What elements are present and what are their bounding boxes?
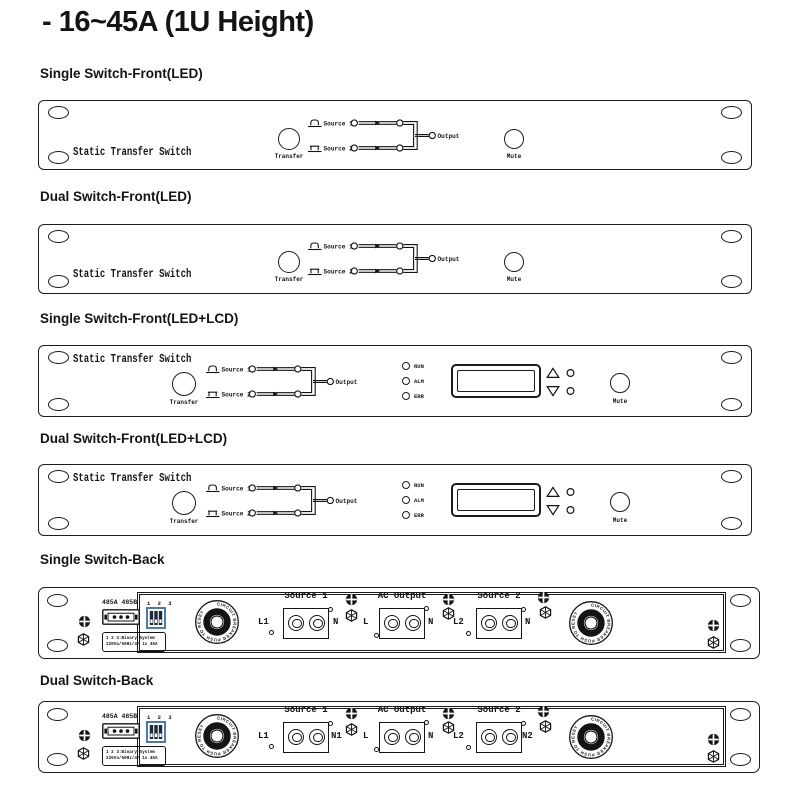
transfer-button-label: Transfer [274,276,304,283]
mounting-hole [48,517,69,530]
alm-led-label: ALM [414,497,424,504]
rs485-connector [102,723,140,739]
mounting-hole [721,230,742,243]
terminal [288,729,304,745]
mute-button[interactable] [504,252,524,272]
source1-block-label: Source 1 [284,591,328,601]
phillips-screw-icon [537,705,550,718]
hex-screw-icon [345,723,358,736]
circuit-breaker[interactable] [194,599,240,645]
l1-label: L1 [258,731,269,741]
source1-n-label: N [333,617,339,627]
terminal [502,615,518,631]
run-led [402,481,410,489]
circuit-breaker[interactable] [194,713,240,759]
device-name: Static Transfer Switch [73,146,192,159]
phillips-screw-icon [707,619,720,632]
mounting-hole [730,708,751,721]
terminal [288,615,304,631]
power-flow-mimic [306,115,466,161]
alm-led-label: ALM [414,378,424,385]
lcd-display [451,483,541,517]
phillips-screw-icon [442,593,455,606]
source2-terminal-block [476,722,522,753]
hex-screw-icon [707,636,720,649]
mounting-hole [48,151,69,164]
mute-button-label: Mute [612,398,628,405]
small-hole [466,745,471,750]
source2-block-label: Source 2 [477,705,521,715]
hex-screw-icon [539,606,552,619]
source1-terminal-block [283,722,329,753]
transfer-button[interactable] [172,491,196,515]
mounting-hole [721,517,742,530]
phillips-screw-icon [345,707,358,720]
dip-label: 1 2 3 [147,600,174,607]
power-flow-mimic [204,480,364,526]
transfer-button-label: Transfer [169,518,199,525]
mounting-hole [721,398,742,411]
transfer-button-label: Transfer [274,153,304,160]
dual-front-led-lcd-panel [38,464,752,536]
terminal [309,615,325,631]
mounting-hole [47,708,68,721]
mounting-hole [721,351,742,364]
dip-switch[interactable] [146,607,166,629]
heading-single-back: Single Switch-Back [40,552,165,567]
mounting-hole [48,470,69,483]
up-down-buttons[interactable] [545,362,585,398]
heading-dual-back: Dual Switch-Back [40,673,154,688]
mounting-hole [721,275,742,288]
output-n-label: N [428,617,434,627]
ac-output-terminal-block [379,722,425,753]
small-hole [521,607,526,612]
mounting-hole [47,753,68,766]
err-led [402,511,410,519]
comm-port-label: 485A 485B [102,713,138,720]
phillips-screw-icon [78,729,91,742]
device-name: Static Transfer Switch [73,353,192,366]
rating-line1: 1 2 3:Binary System [106,636,155,641]
terminal [481,615,497,631]
transfer-button[interactable] [278,251,300,273]
mounting-hole [47,594,68,607]
mounting-hole [730,639,751,652]
up-down-buttons[interactable] [545,481,585,517]
source1-terminal-block [283,608,329,639]
source2-block-label: Source 2 [477,591,521,601]
mute-button[interactable] [504,129,524,149]
small-hole [374,747,379,752]
mute-button-label: Mute [612,517,628,524]
output-n-label: N [428,731,434,741]
hex-screw-icon [707,750,720,763]
transfer-button[interactable] [172,372,196,396]
small-hole [269,630,274,635]
terminal [502,729,518,745]
terminal [384,615,400,631]
phillips-screw-icon [78,615,91,628]
dip-switch[interactable] [146,721,166,743]
phillips-screw-icon [537,591,550,604]
terminal [384,729,400,745]
source2-n-label: N [525,617,531,627]
lcd-screen [457,489,535,511]
terminal [405,615,421,631]
heading-dual-front-led-lcd: Dual Switch-Front(LED+LCD) [40,431,228,446]
small-hole [328,607,333,612]
small-hole [328,721,333,726]
mounting-hole [47,639,68,652]
phillips-screw-icon [345,593,358,606]
single-front-led-lcd-panel [38,345,752,417]
rs485-connector [102,609,140,625]
device-name: Static Transfer Switch [73,268,192,281]
output-l-label: L [363,731,369,741]
err-led-label: ERR [414,393,424,400]
ac-output-block-label: AC Output [377,591,427,601]
hex-screw-icon [539,720,552,733]
page-title: - 16~45A (1U Height) [42,6,314,38]
terminal [481,729,497,745]
ac-output-block-label: AC Output [377,705,427,715]
phillips-screw-icon [707,733,720,746]
mounting-hole [48,398,69,411]
power-flow-mimic [306,238,466,284]
mounting-hole [48,275,69,288]
hex-screw-icon [77,633,90,646]
small-hole [374,633,379,638]
power-flow-mimic [204,361,364,407]
rating-label [102,746,166,766]
output-l-label: L [363,617,369,627]
small-hole [521,721,526,726]
mounting-hole [48,230,69,243]
transfer-button[interactable] [278,128,300,150]
dip-label: 1 2 3 [147,714,174,721]
circuit-breaker[interactable] [568,600,614,646]
mute-button[interactable] [610,492,630,512]
small-hole [424,606,429,611]
mounting-hole [48,106,69,119]
run-led-label: RUN [414,363,424,370]
alm-led [402,496,410,504]
single-back-panel [38,587,760,659]
mounting-hole [48,351,69,364]
mounting-hole [730,594,751,607]
small-hole [424,720,429,725]
run-led-label: RUN [414,482,424,489]
mounting-hole [730,753,751,766]
dual-front-led-panel [38,224,752,294]
dual-back-panel [38,701,760,773]
l2-label: L2 [453,617,464,627]
small-hole [269,744,274,749]
rating-line1: 1 2 3:Binary System [106,750,155,755]
hex-screw-icon [345,609,358,622]
run-led [402,362,410,370]
lcd-display [451,364,541,398]
heading-single-front-led: Single Switch-Front(LED) [40,66,203,81]
heading-dual-front-led: Dual Switch-Front(LED) [40,189,192,204]
device-name: Static Transfer Switch [73,472,192,485]
mounting-hole [721,470,742,483]
terminal [309,729,325,745]
alm-led [402,377,410,385]
rating-line2: 220Va/50Hz/4F 1x 45A [106,642,158,647]
terminal [405,729,421,745]
single-front-led-panel [38,100,752,170]
ac-output-terminal-block [379,608,425,639]
hex-screw-icon [77,747,90,760]
mute-button[interactable] [610,373,630,393]
rating-line2: 220Va/50Hz/4F 1x 45A [106,756,158,761]
err-led [402,392,410,400]
source2-n2-label: N2 [522,731,533,741]
lcd-screen [457,370,535,392]
circuit-breaker[interactable] [568,714,614,760]
heading-single-front-led-lcd: Single Switch-Front(LED+LCD) [40,311,239,326]
mute-button-label: Mute [506,276,522,283]
source2-terminal-block [476,608,522,639]
transfer-button-label: Transfer [169,399,199,406]
rating-label [102,632,166,652]
mounting-hole [721,151,742,164]
mounting-hole [721,106,742,119]
small-hole [466,631,471,636]
mute-button-label: Mute [506,153,522,160]
comm-port-label: 485A 485B [102,599,138,606]
l1-label: L1 [258,617,269,627]
source1-n1-label: N1 [331,731,342,741]
source1-block-label: Source 1 [284,705,328,715]
err-led-label: ERR [414,512,424,519]
l2-label: L2 [453,731,464,741]
phillips-screw-icon [442,707,455,720]
